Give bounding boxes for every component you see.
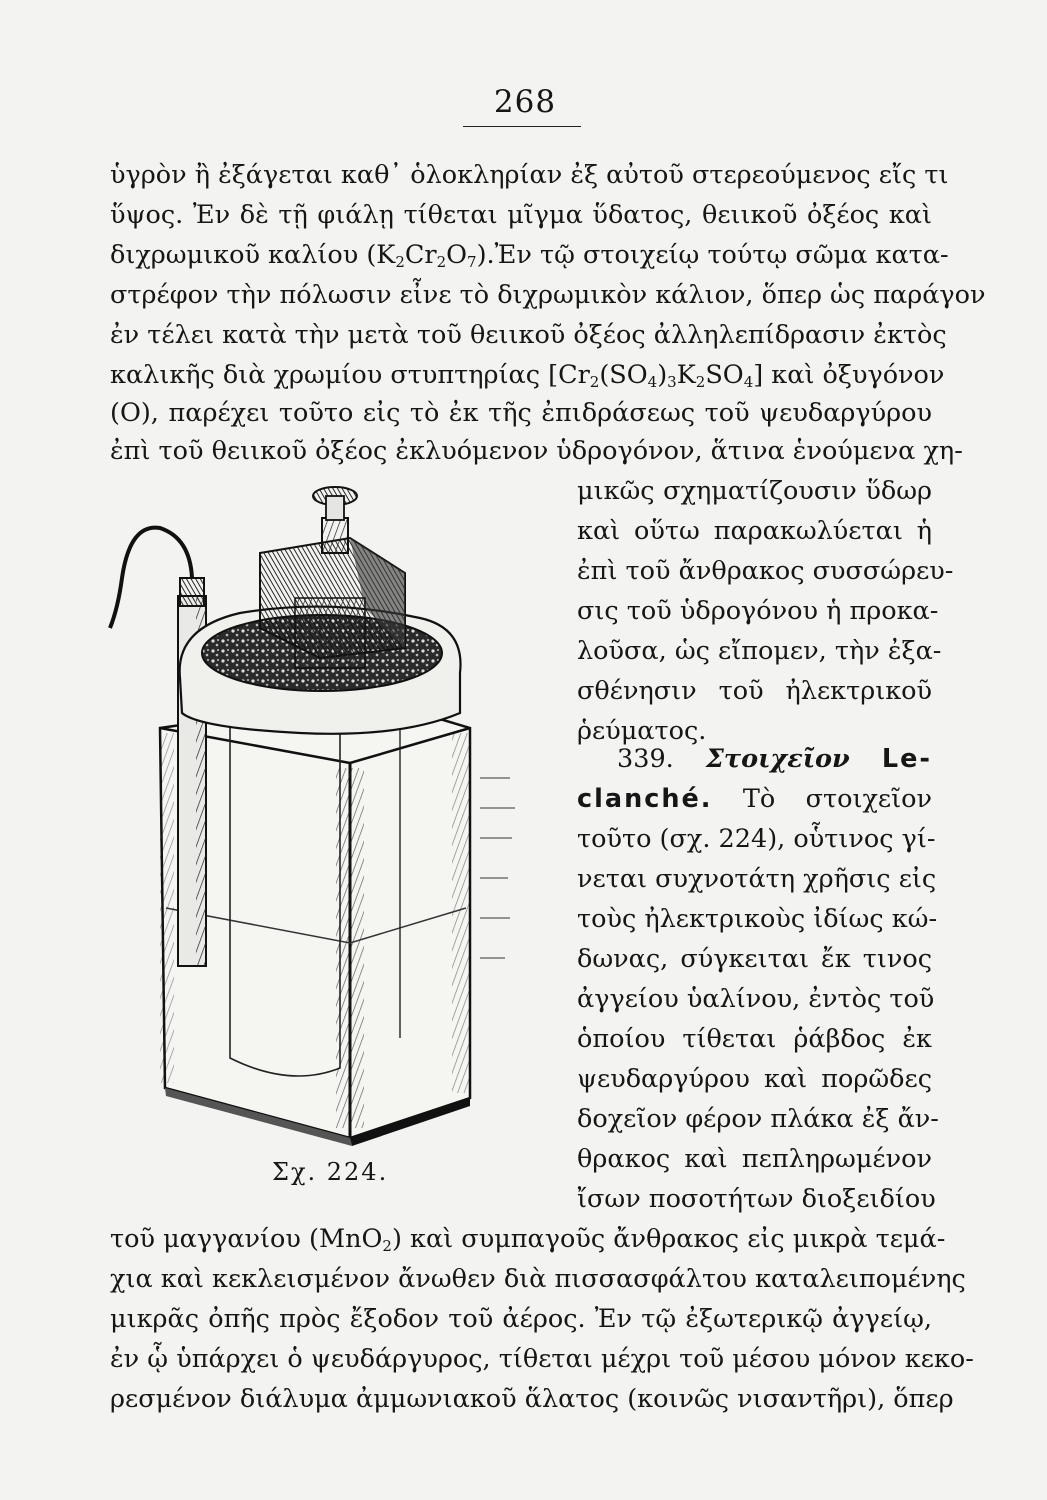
text-line-10: χια καὶ κεκλεισμένον ἄνωθεν διὰ πισσασφάλτου καταλειπομένης	[110, 1264, 966, 1294]
section-heading	[617, 744, 932, 774]
column-line-4: σις τοῦ ὑδρογόνου ἡ προκα-	[577, 596, 939, 626]
column-line-13: ὁποίου τίθεται ῥάβδος ἐκ	[577, 1024, 932, 1054]
column-line-8: τοῦτο (σχ. 224), οὗτινος γί-	[577, 824, 936, 854]
section-heading-cont: clanché. Τὸ στοιχεῖον	[577, 784, 932, 814]
column-line-16: θρακος καὶ πεπληρωμένον	[577, 1144, 932, 1174]
text-line-12: ἐν ᾧ ὑπάρχει ὁ ψευδάργυρος, τίθεται μέχρι τοῦ μέσου μόνον κεκο-	[110, 1344, 974, 1374]
column-line-5: λοῦσα, ὡς εἴπομεν, τὴν ἐξα-	[577, 636, 942, 666]
column-line-1: μικῶς σχηματίζουσιν ὕδωρ	[577, 476, 932, 506]
text-line-5: ἐν τέλει κατὰ τὴν μετὰ τοῦ θειικοῦ ὀξέος ἀλληλεπίδρασιν ἐκτὸς	[110, 320, 947, 350]
column-line-9: νεται συχνοτάτη χρῆσις εἰς	[577, 864, 937, 894]
header-rule	[463, 126, 581, 127]
text-line-13: ρεσμένον διάλυμα ἀμμωνιακοῦ ἅλατος (κοινῶς νισαντῆρι), ὅπερ	[110, 1384, 954, 1414]
section-title-latin-b: clanché.	[577, 784, 713, 814]
page-number: 268	[493, 84, 557, 120]
text-line-11: μικρᾶς ὀπῆς πρὸς ἔξοδον τοῦ ἀέρος. Ἐν τῷ ἐξωτερικῷ ἀγγείῳ,	[110, 1304, 932, 1334]
text-line-6: καλικῆς διὰ χρωμίου στυπτηρίας $[Cr_2(SO_4)_3K_2SO_4]$ καὶ ὀξυγόνον	[110, 360, 945, 391]
text-line-2: ὕψος. Ἐν δὲ τῇ φιάλῃ τίθεται μῖγμα ὕδατος, θειικοῦ ὀξέος καὶ	[110, 200, 932, 230]
column-line-3: ἐπὶ τοῦ ἄνθρακος συσσώρευ-	[577, 556, 954, 586]
column-line-11: δωνας, σύγκειται ἔκ τινος	[577, 944, 932, 974]
section-title-latin-a: Le-	[881, 744, 932, 774]
text-line-9: τοῦ μαγγανίου (MnO$_2$) καὶ συμπαγοῦς ἄνθρακος εἰς μικρὰ τεμά-	[110, 1224, 946, 1255]
column-line-7: ῥεύματος.	[577, 716, 707, 746]
column-line-17: ἴσων ποσοτήτων διοξειδίου	[577, 1184, 936, 1214]
column-line-12: ἀγγείου ὑαλίνου, ἐντὸς τοῦ	[577, 984, 935, 1014]
column-line-14: ψευδαργύρου καὶ πορῶδες	[577, 1064, 932, 1094]
figure-caption: Σχ. 224.	[272, 1158, 389, 1186]
column-line-6: σθένησιν τοῦ ἠλεκτρικοῦ	[577, 676, 932, 706]
column-line-15: δοχεῖον φέρον πλάκα ἐξ ἄν-	[577, 1104, 939, 1134]
column-line-10: τοὺς ἠλεκτρικοὺς ἰδίως κώ-	[577, 904, 938, 934]
section-title-greek: Στοιχεῖον	[705, 744, 850, 774]
text-line-8: ἐπὶ τοῦ θειικοῦ ὀξέος ἐκλυόμενον ὑδρογόνον, ἅτινα ἑνούμενα χη-	[110, 436, 963, 466]
text-line-7: (O), παρέχει τοῦτο εἰς τὸ ἐκ τῆς ἐπιδράσεως τοῦ ψευδαργύρου	[110, 398, 932, 428]
leclanche-cell-illustration	[100, 478, 570, 1178]
section-number: 339.	[617, 744, 674, 774]
text-line-4: στρέφον τὴν πόλωσιν εἶνε τὸ διχρωμικὸν κάλιον, ὅπερ ὡς παράγον	[110, 280, 986, 310]
text-line-3: διχρωμικοῦ καλίου $(K_2Cr_2O_7).Ἐ\nu$ τῷ στοιχείῳ τούτῳ σῶμα κατα-	[110, 240, 949, 271]
column-line-2: καὶ οὕτω παρακωλύεται ἡ	[577, 516, 932, 546]
text-line-1: ὑγρὸν ἢ ἐξάγεται καθ᾽ ὁλοκληρίαν ἐξ αὐτοῦ στερεούμενος εἴς τι	[110, 160, 949, 190]
